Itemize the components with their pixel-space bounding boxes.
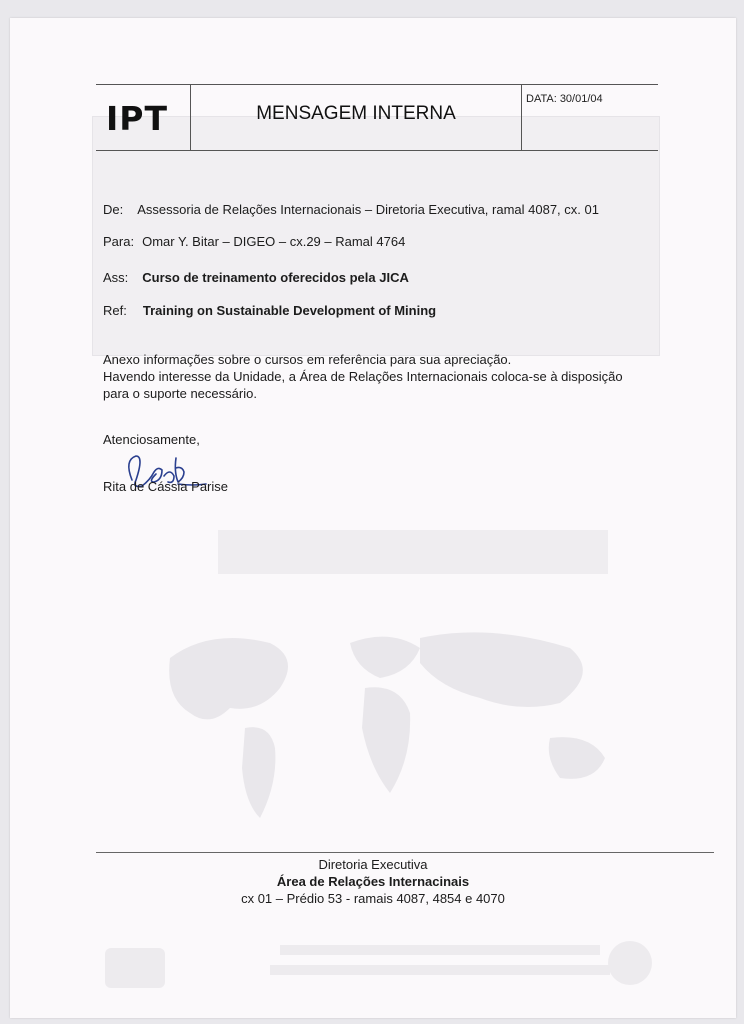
body-line-3: para o suporte necessário.	[103, 386, 257, 401]
subject-value: Curso de treinamento oferecidos pela JICA	[142, 270, 409, 285]
footer-line-1: Diretoria Executiva	[318, 857, 428, 872]
to-label: Para:	[103, 234, 135, 249]
from-label: De:	[103, 202, 124, 217]
show-through-jica-logo-icon	[100, 933, 660, 998]
memo-page	[10, 18, 736, 1018]
ipt-logo: IPT	[106, 99, 168, 138]
ref-line	[103, 303, 436, 318]
closing: Atenciosamente,	[103, 432, 200, 447]
show-through-world-map-icon	[150, 618, 640, 828]
signer-name: Rita de Cássia Parise	[103, 479, 228, 494]
show-through-bar	[218, 530, 608, 574]
footer-divider	[96, 852, 714, 853]
title-cell	[191, 85, 522, 150]
from-value: Assessoria de Relações Internacionais – Diretoria Executiva, ramal 4087, cx. 01	[137, 202, 599, 217]
memo-date: DATA: 30/01/04	[526, 93, 603, 105]
memo-title: MENSAGEM INTERNA	[256, 103, 456, 124]
logo-cell	[96, 85, 191, 150]
subject-line	[103, 270, 409, 285]
ref-value: Training on Sustainable Development of Mining	[142, 303, 437, 318]
body-line-1: Anexo informações sobre o cursos em referência para sua apreciação.	[103, 352, 512, 367]
footer-line-2: Área de Relações Internacinais	[276, 874, 470, 889]
memo-footer	[10, 856, 736, 907]
memo-header	[96, 84, 658, 151]
to-value: Omar Y. Bitar – DIGEO – cx.29 – Ramal 4764	[142, 234, 406, 249]
memo-body	[103, 351, 663, 402]
footer-line-3: cx 01 – Prédio 53 - ramais 4087, 4854 e 4070	[241, 891, 505, 906]
ref-label: Ref:	[103, 303, 127, 318]
from-line	[103, 202, 599, 217]
to-line	[103, 234, 405, 249]
body-line-2: Havendo interesse da Unidade, a Área de Relações Internacionais coloca-se à disposição	[103, 369, 623, 384]
subject-label: Ass:	[103, 270, 129, 285]
